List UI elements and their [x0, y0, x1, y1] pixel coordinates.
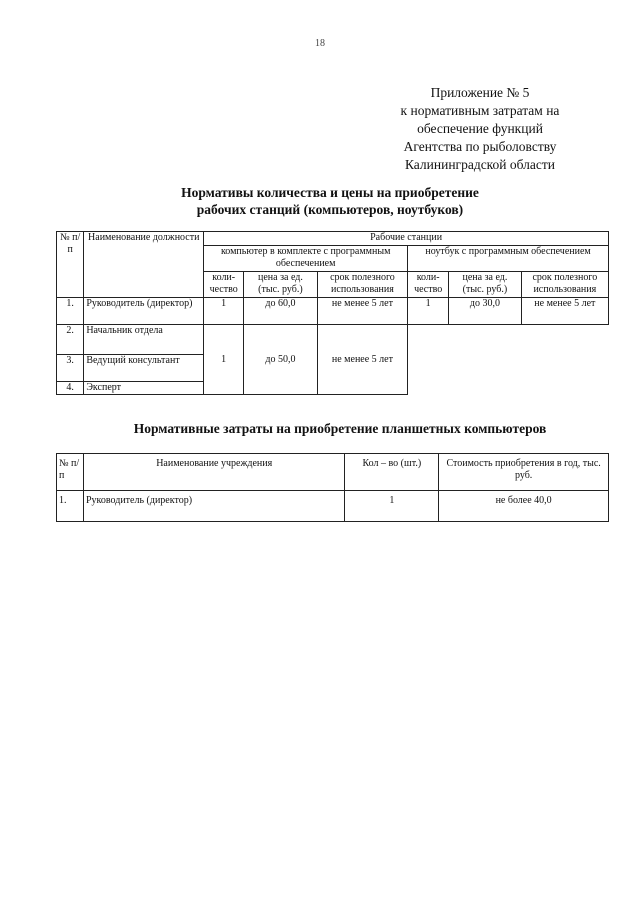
header-nb-price: цена за ед. (тыс. руб.): [449, 272, 522, 298]
header-pc-price: цена за ед. (тыс. руб.): [244, 272, 318, 298]
appendix-line: к нормативным затратам на: [400, 103, 560, 118]
header-computer: компьютер в комплекте с программным обеспечением: [204, 246, 408, 272]
row-institution: Руководитель (директор): [83, 491, 344, 522]
pc-qty: 1: [204, 325, 244, 395]
row-num: 1.: [57, 298, 84, 325]
header-workstations: Рабочие станции: [204, 232, 609, 246]
pc-price: до 60,0: [244, 298, 318, 325]
title-line: рабочих станций (компьютеров, ноутбуков): [196, 202, 464, 217]
nb-price: до 30,0: [449, 298, 522, 325]
header-pc-qty: коли-чество: [204, 272, 244, 298]
nb-life: не менее 5 лет: [521, 298, 608, 325]
header-notebook: ноутбук с программным обеспечением: [408, 246, 609, 272]
appendix-line: Приложение № 5: [430, 85, 530, 100]
header-cost: Стоимость приобретения в год, тыс. руб.: [439, 454, 609, 491]
header-position: Наименование должности: [84, 232, 204, 298]
header-num: № п/п: [57, 232, 84, 298]
appendix-line: обеспечение функций: [417, 121, 543, 136]
workstations-table: [56, 231, 609, 395]
appendix-line: Агентства по рыболовству: [403, 139, 557, 154]
row-num: 2.: [57, 325, 84, 355]
row-num: 4.: [57, 382, 84, 395]
tablets-table: [56, 453, 609, 522]
pc-life: не менее 5 лет: [317, 298, 407, 325]
header-qty: Кол – во (шт.): [345, 454, 439, 491]
row-position: Эксперт: [84, 382, 204, 395]
header-nb-life: срок полезного использования: [521, 272, 608, 298]
row-position: Руководитель (директор): [84, 298, 204, 325]
row-num: 1.: [57, 491, 84, 522]
pc-price: до 50,0: [244, 325, 318, 395]
row-position: Ведущий консультант: [84, 355, 204, 382]
tablets-title: Нормативные затраты на приобретение планшетных компьютеров: [133, 421, 547, 436]
appendix-header: [370, 84, 590, 174]
appendix-line: Калининградской области: [404, 157, 556, 172]
page-number: 18: [315, 38, 325, 49]
workstations-title: [100, 184, 560, 218]
row-position: Начальник отдела: [84, 325, 204, 355]
header-pc-life: срок полезного использования: [317, 272, 407, 298]
header-institution: Наименование учреждения: [83, 454, 344, 491]
pc-qty: 1: [204, 298, 244, 325]
header-nb-qty: коли-чество: [408, 272, 449, 298]
row-num: 3.: [57, 355, 84, 382]
title-line: Нормативы количества и цены на приобретение: [181, 185, 479, 200]
header-num: № п/п: [57, 454, 84, 491]
nb-qty: 1: [408, 298, 449, 325]
empty-notebook-area: [408, 325, 609, 395]
pc-life: не менее 5 лет: [317, 325, 407, 395]
row-qty: 1: [345, 491, 439, 522]
row-cost: не более 40,0: [439, 491, 609, 522]
